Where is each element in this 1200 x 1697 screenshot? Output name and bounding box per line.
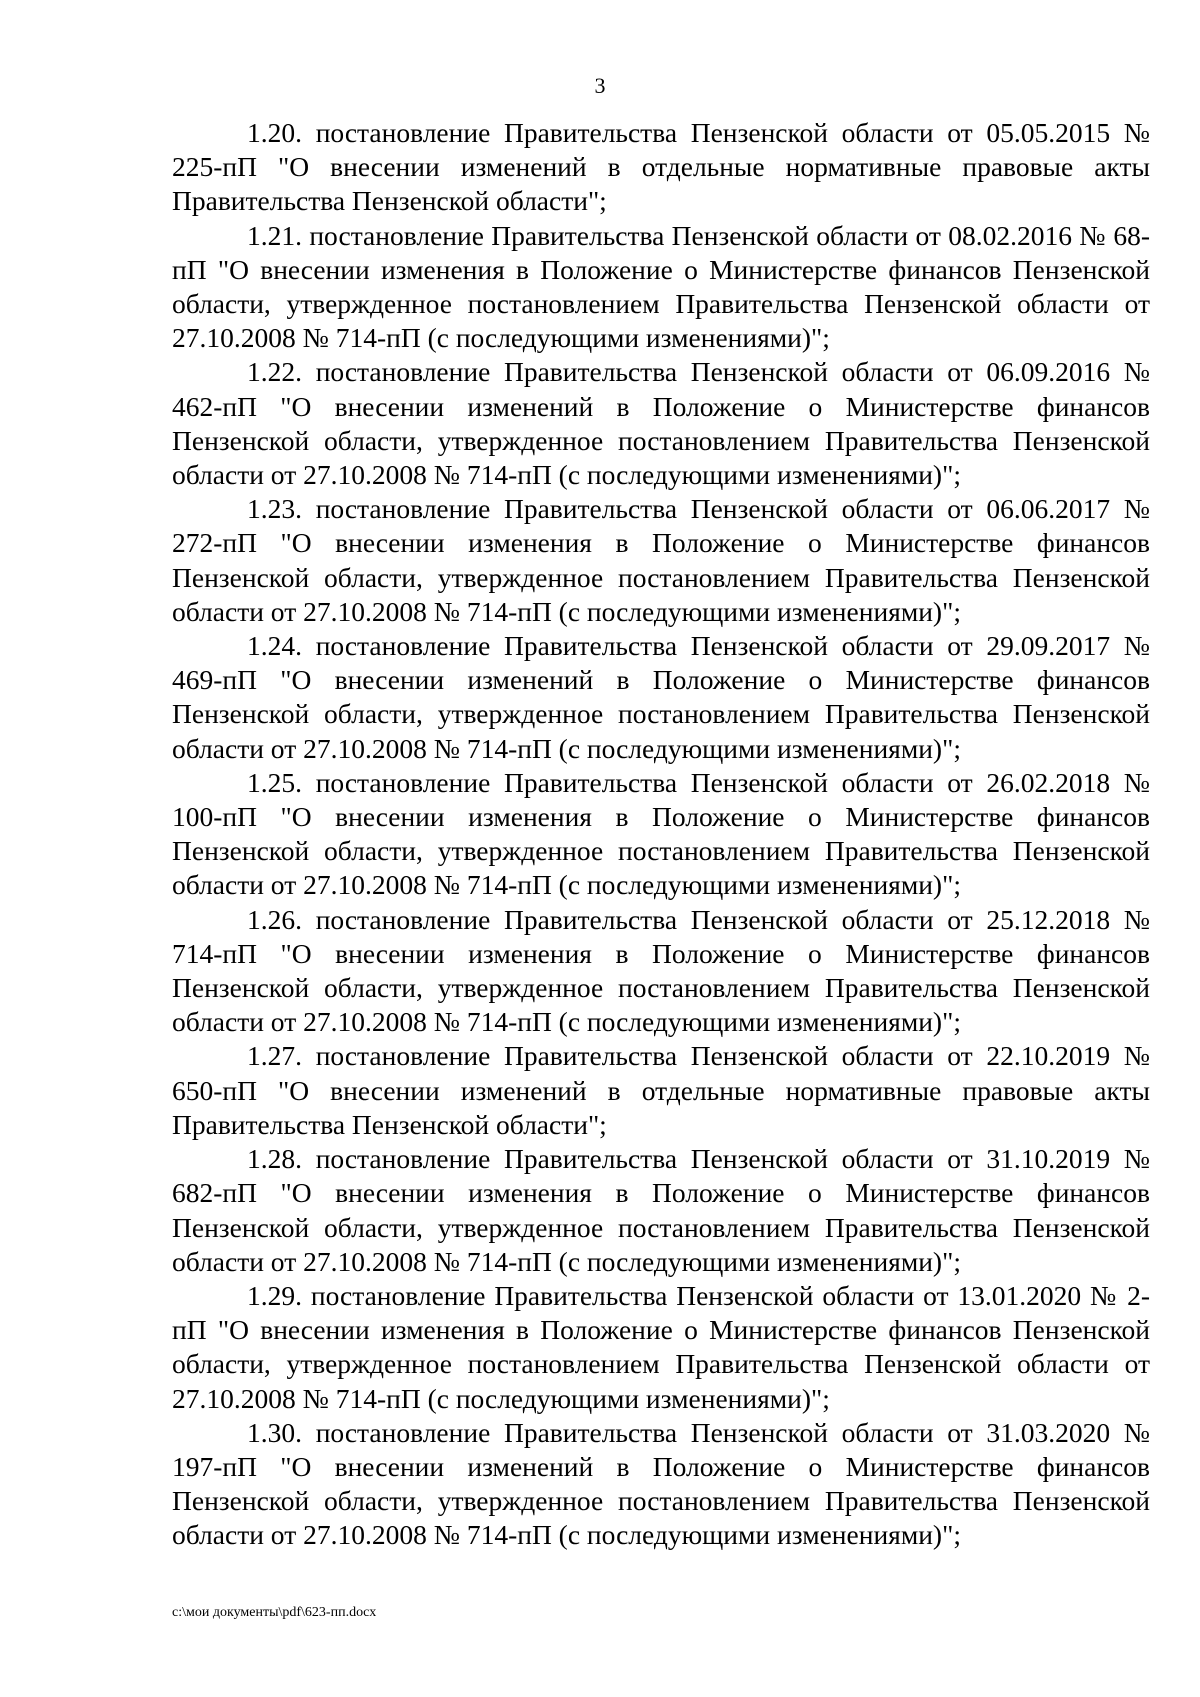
item-number: 1.22. xyxy=(247,356,302,388)
list-item xyxy=(172,1416,1150,1553)
item-text: постановление Правительства Пензенской области от 06.09.2016 № 462-пП "О внесении изменений в Положение о Министерстве финансов Пензенской области, утвержденное постановлением Правительства Пензенской области от 27.10.2008 № 714-пП (с последующими изменениями)"; xyxy=(172,356,1151,491)
item-text: постановление Правительства Пензенской области от 25.12.2018 № 714-пП "О внесении изменения в Положение о Министерстве финансов Пензенской области, утвержденное постановлением Правительства Пензенской области от 27.10.2008 № 714-пП (с последующими изменениями)"; xyxy=(172,903,1151,1038)
list-item xyxy=(172,219,1150,356)
list-item xyxy=(172,1142,1150,1279)
list-item xyxy=(172,1279,1150,1416)
item-text: постановление Правительства Пензенской области от 05.05.2015 № 225-пП "О внесении изменений в отдельные нормативные правовые акты Правительства Пензенской области"; xyxy=(172,117,1151,217)
item-text: постановление Правительства Пензенской области от 31.10.2019 № 682-пП "О внесении изменения в Положение о Министерстве финансов Пензенской области, утвержденное постановлением Правительства Пензенской области от 27.10.2008 № 714-пП (с последующими изменениями)"; xyxy=(172,1143,1151,1277)
item-text: постановление Правительства Пензенской области от 08.02.2016 № 68-пП "О внесении изменения в Положение о Министерстве финансов Пензенской области, утвержденное постановлением Правительства Пензенской области от 27.10.2008 № 714-пП (с последующими изменениями)"; xyxy=(172,219,1151,354)
item-number: 1.30. xyxy=(247,1416,302,1448)
list-item xyxy=(172,766,1150,903)
item-number: 1.20. xyxy=(247,117,302,148)
item-number: 1.29. xyxy=(247,1279,302,1311)
page-number: 3 xyxy=(594,73,606,98)
item-number: 1.26. xyxy=(247,903,302,935)
item-text: постановление Правительства Пензенской области от 22.10.2019 № 650-пП "О внесении изменений в отдельные нормативные правовые акты Правительства Пензенской области"; xyxy=(172,1040,1151,1140)
item-number: 1.21. xyxy=(247,219,302,251)
item-text: постановление Правительства Пензенской области от 29.09.2017 № 469-пП "О внесении изменений в Положение о Министерстве финансов Пензенской области, утвержденное постановлением Правительства Пензенской области от 27.10.2008 № 714-пП (с последующими изменениями)"; xyxy=(172,630,1151,764)
list-item xyxy=(172,492,1150,629)
item-text: постановление Правительства Пензенской области от 31.03.2020 № 197-пП "О внесении изменений в Положение о Министерстве финансов Пензенской области, утвержденное постановлением Правительства Пензенской области от 27.10.2008 № 714-пП (с последующими изменениями)"; xyxy=(172,1416,1151,1551)
list-item xyxy=(172,1039,1150,1142)
list-item xyxy=(172,903,1150,1040)
item-text: постановление Правительства Пензенской области от 06.06.2017 № 272-пП "О внесении изменения в Положение о Министерстве финансов Пензенской области, утвержденное постановлением Правительства Пензенской области от 27.10.2008 № 714-пП (с последующими изменениями)"; xyxy=(172,493,1151,627)
item-text: постановление Правительства Пензенской области от 13.01.2020 № 2-пП "О внесении изменения в Положение о Министерстве финансов Пензенской области, утвержденное постановлением Правительства Пензенской области от 27.10.2008 № 714-пП (с последующими изменениями)"; xyxy=(172,1279,1151,1414)
list-item xyxy=(172,116,1150,219)
document-body xyxy=(172,116,1150,1553)
list-item xyxy=(172,355,1150,492)
item-number: 1.23. xyxy=(247,493,302,525)
list-item xyxy=(172,629,1150,766)
item-text: постановление Правительства Пензенской области от 26.02.2018 № 100-пП "О внесении изменения в Положение о Министерстве финансов Пензенской области, утвержденное постановлением Правительства Пензенской области от 27.10.2008 № 714-пП (с последующими изменениями)"; xyxy=(172,766,1151,901)
item-number: 1.25. xyxy=(247,766,302,798)
item-number: 1.27. xyxy=(247,1040,302,1072)
item-number: 1.28. xyxy=(247,1143,302,1175)
item-number: 1.24. xyxy=(247,630,302,662)
footer-file-path: c:\мои документы\pdf\623-пп.docx xyxy=(172,1605,377,1620)
